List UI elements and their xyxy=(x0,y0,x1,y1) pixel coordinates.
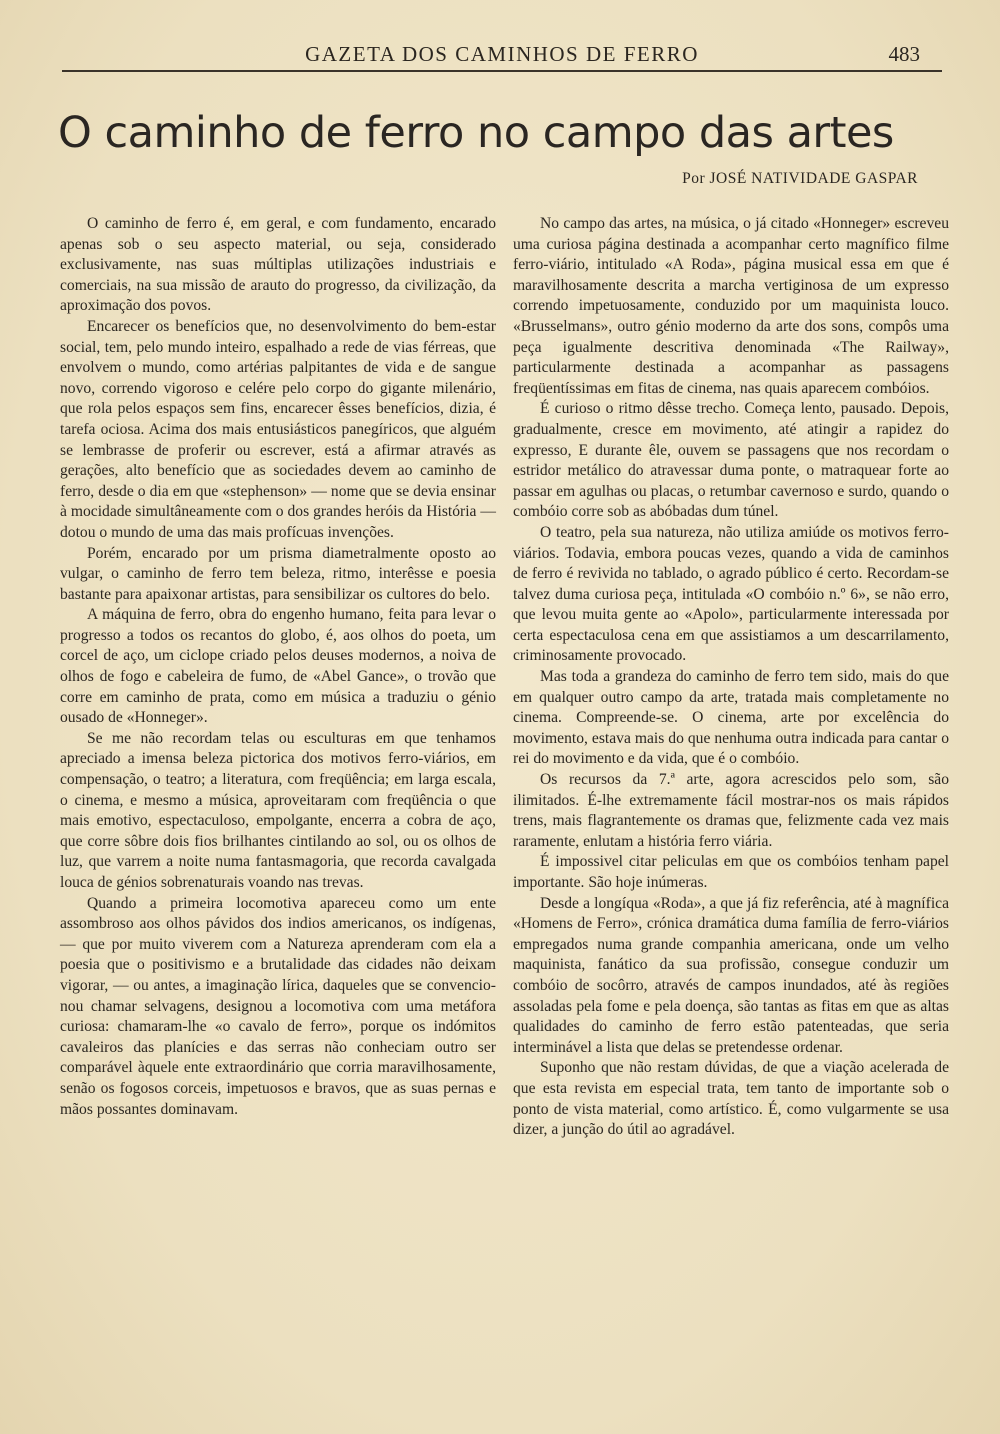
paragraph: Se me não recordam telas ou esculturas em que tenhamos apreciado a imensa beleza pictorica dos motivos ferro-viários, em compensação, o teatro; a literatura, com freqüência; em larga escala, o cinema, e mesmo a música, aproveitaram com freqüência o que mais emotivo, espectaculoso, empolgante, encerra a cobra de aço, que corre sôbre dois fios brilhantes cintilando ao sol, ou os olhos de luz, que varrem a noite numa fantasmagoria, que recorda cavalgada louca de génios sobrenaturais voando nas trevas. xyxy=(60,729,496,891)
paragraph: No campo das artes, na música, o já citado «Honneger» escreveu uma curiosa página destinada a acompanhar certo magnífico filme ferro-viário, intitulado «A Roda», página musical essa em que é maravilhosamente descrita a marcha vertiginosa de um expresso correndo impetuosamente, conduzido por um maquinista louco. «Brusselmans», outro génio moderno da arte dos sons, compôs uma peça igualmente descritiva denominada «The Railway», particularmente destinada a acompanhar as passagens freqüentíssimas em fitas de cinema, nas quais aparecem combóios. xyxy=(513,215,949,397)
text-column-left xyxy=(60,214,496,1120)
paragraph: O caminho de ferro é, em geral, e com fundamento, encarado apenas sob o seu aspecto material, ou seja, considerado exclusivamente, nas suas múltiplas utilizações industriais e comerciais, na sua missão de arauto do progresso, da civilização, da aproximação dos povos. xyxy=(60,215,496,315)
journal-title: GAZETA DOS CAMINHOS DE FERRO xyxy=(305,42,699,66)
paragraph: Mas toda a grandeza do caminho de ferro tem sido, mais do que em qualquer outro campo da arte, tratada mais completamente no cinema. Compreende-se. O cinema, arte por excelência do movimento, estava mais do que nenhuma outra indicada para cantar o rei do movimento e da vida, que é o combóio. xyxy=(513,668,949,768)
running-head xyxy=(62,38,942,72)
paragraph: É impossivel citar peliculas em que os combóios tenham papel importante. São hoje inúmeras. xyxy=(513,853,949,891)
paragraph: Os recursos da 7.ª arte, agora acrescidos pelo som, são ilimitados. É-lhe extremamente fácil mostrar-nos os mais rápidos trens, mais flagrantemente os dramas que, felizmente cada vez mais raramente, enlutam a história ferro viária. xyxy=(513,771,949,850)
paragraph: É curioso o ritmo dêsse trecho. Começa lento, pausado. Depois, gradualmente, cresce em movimento, até atingir a rapidez do expresso, E durante êle, ouvem se passagens que nos recordam o estridor metálico do atravessar duma ponte, o matraquear forte ao passar em agulhas ou placas, o retumbar cavernoso e surdo, quando o combóio corre sob as abóbadas dum túnel. xyxy=(513,400,949,521)
paragraph: Encarecer os benefícios que, no desenvolvimento do bem-estar social, tem, pelo mundo inteiro, espalhado a rede de vias férreas, que envolvem o mundo, como artérias palpitantes de vida e de sangue novo, correndo vigoroso e celére pelo corpo do gigante milenário, que rola pelos espaços sem fins, encarecer êsses benefícios, dizia, é tarefa ociosa. Acima dos mais entusiásticos panegíricos, que alguém se lembrasse de proferir ou escrever, está a afirmar através as gerações, alto benefício que as sociedades devem ao caminho de ferro, desde o dia em que «stephenson» — nome que se devia ensinar à mocidade simultâneamente com o dos grandes heróis da História — dotou o mundo de uma das mais profícuas invenções. xyxy=(60,317,496,541)
paragraph: Suponho que não restam dúvidas, de que a viação acelerada de que esta revista em especial trata, tem tanto de importante sob o ponto de vista material, como artístico. É, como vulgarmente se usa dizer, a junção do útil ao agradável. xyxy=(513,1059,949,1139)
paragraph: Desde a longíqua «Roda», a que já fiz referência, até à magnífica «Homens de Ferro», crónica dramática duma família de ferro-viários empregados numa grande companhia americana, onde um velho maquinista, fanático da sua profissão, consegue conduzir um combóio de socôrro, através de campos inundados, até às regiões assoladas pela fome e pela doença, são tantas as fitas em que as altas qualidades do caminho de ferro estão patenteadas, que seria interminável a lista que delas se pretendesse ordenar. xyxy=(513,894,949,1056)
article-byline: Por JOSÉ NATIVIDADE GASPAR xyxy=(682,170,918,187)
paragraph: Porém, encarado por um prisma diametralmente oposto ao vulgar, o caminho de ferro tem beleza, ritmo, interêsse e poesia bastante para apaixonar artistas, para sensibilizar os cultores do belo. xyxy=(60,544,496,603)
text-column-right xyxy=(513,214,949,1141)
page-number: 483 xyxy=(888,42,920,66)
paragraph: Quando a primeira locomotiva apareceu como um ente assombroso aos olhos pávidos dos indios americanos, os indígenas, — que por muito viverem com a Natureza aprenderam com ela a poesia que o positivismo e a brutalidade das cidades não deixam vigorar, — ou antes, a imaginação lírica, daqueles que se convencionou chamar selvagens, designou a locomotiva com uma metáfora curiosa: chamaram-lhe «o cavalo de ferro», porque os indómitos cavaleiros das planícies e das serras não conheciam outro ser comparável àquele ente extraordinário que corria maravilhosamente, senão os fogosos corceis, impetuosos e bravos, que as suas pernas e mãos possantes dominavam. xyxy=(60,894,496,1118)
paragraph: A máquina de ferro, obra do engenho humano, feita para levar o progresso a todos os recantos do globo, é, aos olhos do poeta, um corcel de aço, um ciclope criado pelos deuses modernos, a noiva de olhos de fogo e cabeleira de fumo, de «Abel Gance», o trovão que corre em caminho de prata, como em música a traduziu o génio ousado de «Honneger». xyxy=(60,606,496,727)
paragraph: O teatro, pela sua natureza, não utiliza amiúde os motivos ferro-viários. Todavia, embora poucas vezes, quando a vida de caminhos de ferro é revivida no tablado, o agrado público é certo. Recordam-se talvez duma curiosa peça, intitulada «O combóio n.º 6», se não erro, que levou muita gente ao «Apolo», particularmente interessada por certa espectaculosa cena em que assistiamos a um descarrilamento, criminosamente provocado. xyxy=(513,523,949,665)
article-title: O caminho de ferro no campo das artes xyxy=(58,108,894,158)
